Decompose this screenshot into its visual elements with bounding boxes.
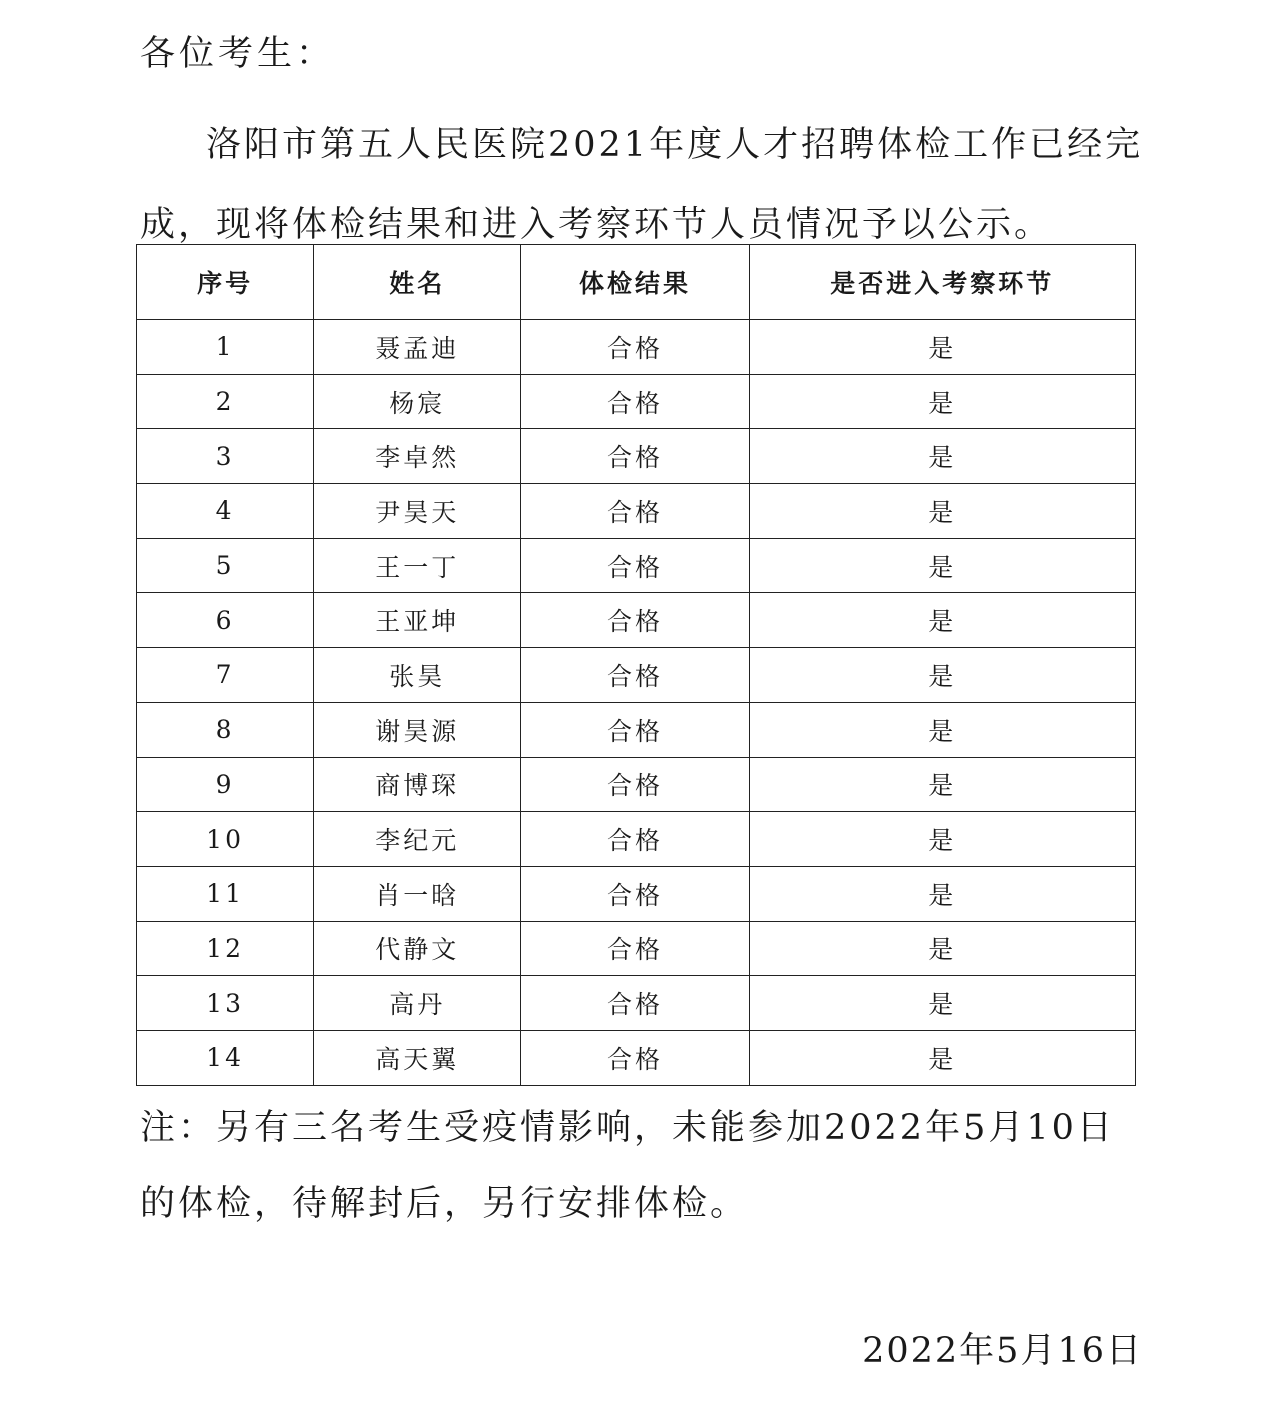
cell-number: 2 xyxy=(137,374,314,429)
cell-result: 合格 xyxy=(521,429,749,484)
cell-inspection: 是 xyxy=(749,648,1135,703)
table-header-row xyxy=(137,245,1136,320)
cell-inspection: 是 xyxy=(749,702,1135,757)
cell-name: 肖一晗 xyxy=(314,866,521,921)
cell-inspection: 是 xyxy=(749,374,1135,429)
document-date: 2022年5月16日 xyxy=(862,1331,1143,1371)
cell-name: 李卓然 xyxy=(314,429,521,484)
cell-name: 高丹 xyxy=(314,976,521,1031)
table-row xyxy=(137,812,1136,867)
cell-number: 4 xyxy=(137,484,314,539)
cell-inspection: 是 xyxy=(749,921,1135,976)
results-table xyxy=(136,244,1136,1086)
cell-result: 合格 xyxy=(521,976,749,1031)
cell-result: 合格 xyxy=(521,538,749,593)
cell-inspection: 是 xyxy=(749,320,1135,375)
table-row xyxy=(137,374,1136,429)
cell-number: 12 xyxy=(137,921,314,976)
cell-number: 5 xyxy=(137,538,314,593)
cell-inspection: 是 xyxy=(749,1030,1135,1085)
cell-number: 8 xyxy=(137,702,314,757)
cell-name: 代静文 xyxy=(314,921,521,976)
cell-result: 合格 xyxy=(521,757,749,812)
table-row xyxy=(137,648,1136,703)
cell-number: 14 xyxy=(137,1030,314,1085)
table-row xyxy=(137,320,1136,375)
cell-inspection: 是 xyxy=(749,866,1135,921)
cell-number: 13 xyxy=(137,976,314,1031)
cell-name: 商博琛 xyxy=(314,757,521,812)
table-row xyxy=(137,1030,1136,1085)
cell-result: 合格 xyxy=(521,484,749,539)
cell-result: 合格 xyxy=(521,320,749,375)
cell-inspection: 是 xyxy=(749,538,1135,593)
cell-number: 11 xyxy=(137,866,314,921)
cell-name: 王一丁 xyxy=(314,538,521,593)
cell-name: 聂孟迪 xyxy=(314,320,521,375)
table-row xyxy=(137,866,1136,921)
cell-result: 合格 xyxy=(521,702,749,757)
cell-number: 10 xyxy=(137,812,314,867)
greeting: 各位考生： xyxy=(140,34,336,74)
table-body xyxy=(137,320,1136,1086)
cell-number: 6 xyxy=(137,593,314,648)
cell-name: 谢昊源 xyxy=(314,702,521,757)
cell-name: 王亚坤 xyxy=(314,593,521,648)
header-result: 体检结果 xyxy=(521,245,749,320)
cell-result: 合格 xyxy=(521,1030,749,1085)
table-row xyxy=(137,921,1136,976)
cell-inspection: 是 xyxy=(749,976,1135,1031)
cell-name: 李纪元 xyxy=(314,812,521,867)
cell-result: 合格 xyxy=(521,866,749,921)
table-row xyxy=(137,976,1136,1031)
note-paragraph: 注：另有三名考生受疫情影响，未能参加2022年5月10日的体检，待解封后，另行安排体检。 xyxy=(140,1108,1115,1224)
table-row xyxy=(137,702,1136,757)
cell-result: 合格 xyxy=(521,374,749,429)
intro-paragraph: 洛阳市第五人民医院2021年度人才招聘体检工作已经完成，现将体检结果和进入考察环节人员情况予以公示。 xyxy=(140,125,1144,245)
cell-name: 高天翼 xyxy=(314,1030,521,1085)
cell-number: 9 xyxy=(137,757,314,812)
header-number: 序号 xyxy=(137,245,314,320)
header-inspection: 是否进入考察环节 xyxy=(749,245,1135,320)
cell-number: 7 xyxy=(137,648,314,703)
cell-number: 3 xyxy=(137,429,314,484)
cell-result: 合格 xyxy=(521,921,749,976)
cell-result: 合格 xyxy=(521,593,749,648)
cell-inspection: 是 xyxy=(749,812,1135,867)
cell-number: 1 xyxy=(137,320,314,375)
header-name: 姓名 xyxy=(314,245,521,320)
cell-inspection: 是 xyxy=(749,593,1135,648)
cell-inspection: 是 xyxy=(749,429,1135,484)
table-row xyxy=(137,484,1136,539)
cell-result: 合格 xyxy=(521,648,749,703)
table-row xyxy=(137,429,1136,484)
cell-result: 合格 xyxy=(521,812,749,867)
cell-name: 张昊 xyxy=(314,648,521,703)
cell-name: 杨宸 xyxy=(314,374,521,429)
cell-inspection: 是 xyxy=(749,484,1135,539)
table-row xyxy=(137,538,1136,593)
table-row xyxy=(137,593,1136,648)
table-row xyxy=(137,757,1136,812)
cell-inspection: 是 xyxy=(749,757,1135,812)
cell-name: 尹昊天 xyxy=(314,484,521,539)
